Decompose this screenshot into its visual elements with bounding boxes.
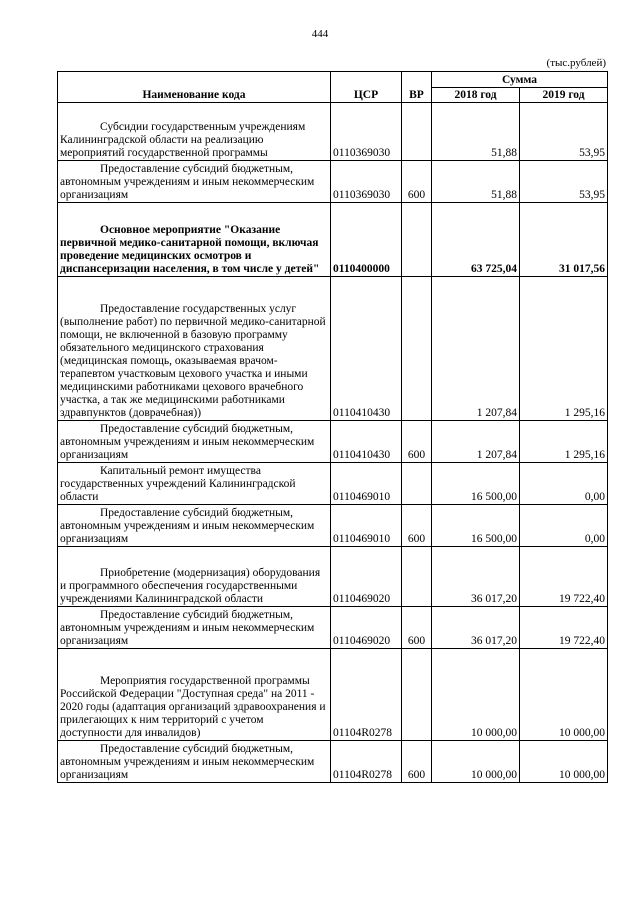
header-year-2018: 2018 год [432,87,520,103]
row-2019: 10 000,00 [520,649,608,741]
table-row [58,161,608,203]
table-row [58,463,608,505]
row-2019: 53,95 [520,161,608,203]
row-2018: 10 000,00 [432,741,520,783]
row-2018: 51,88 [432,103,520,161]
table-row [58,277,608,421]
row-csr: 0110469010 [331,505,402,547]
row-name: Предоставление субсидий бюджетным, автономным учреждениям и иным некоммерческим организациям [58,421,331,463]
table-row [58,547,608,607]
row-vr: 600 [402,741,432,783]
row-2019: 0,00 [520,505,608,547]
units-label: (тыс.рублей) [546,57,606,69]
table-row [58,421,608,463]
row-2019: 0,00 [520,463,608,505]
row-2019: 1 295,16 [520,421,608,463]
row-2019: 31 017,56 [520,203,608,277]
row-2019: 53,95 [520,103,608,161]
row-name: Предоставление субсидий бюджетным, автономным учреждениям и иным некоммерческим организациям [58,607,331,649]
row-csr: 0110410430 [331,277,402,421]
row-csr: 0110400000 [331,203,402,277]
table-row [58,203,608,277]
row-csr: 0110469020 [331,547,402,607]
row-csr: 0110369030 [331,161,402,203]
row-csr: 0110410430 [331,421,402,463]
row-2018: 16 500,00 [432,463,520,505]
row-name: Мероприятия государственной программы Российской Федерации "Доступная среда" на 2011 - 2020 годы (адаптация организаций здравоохранения и прилегающих к ним территорий с учетом доступности для инвалидов) [58,649,331,741]
row-name: Основное мероприятие "Оказание первичной медико-санитарной помощи, включая проведение медицинских осмотров и диспансеризации населения, в том числе у детей" [58,203,331,277]
row-vr [402,547,432,607]
row-name: Субсидии государственным учреждениям Калининградской области на реализацию мероприятий государственной программы [58,103,331,161]
row-csr: 01104R0278 [331,649,402,741]
row-vr: 600 [402,421,432,463]
row-csr: 0110369030 [331,103,402,161]
row-name: Приобретение (модернизация) оборудования и программного обеспечения государственными учреждениями Калининградской области [58,547,331,607]
row-2018: 36 017,20 [432,607,520,649]
row-name: Предоставление государственных услуг (выполнение работ) по первичной медико-санитарной помощи, не включенной в базовую программу обязательного медицинского страхования (медицинская помощь, оказываемая врачом-терапевтом участковым цехового участка и иными медицинскими работниками цехового врачебного участка, а так же медицинскими работниками здравпунктов (доврачебная)) [58,277,331,421]
table-row [58,741,608,783]
row-vr: 600 [402,505,432,547]
row-2018: 1 207,84 [432,277,520,421]
row-csr: 0110469010 [331,463,402,505]
row-vr [402,463,432,505]
row-csr: 0110469020 [331,607,402,649]
row-2018: 1 207,84 [432,421,520,463]
row-vr [402,103,432,161]
row-vr [402,203,432,277]
row-name: Предоставление субсидий бюджетным, автономным учреждениям и иным некоммерческим организациям [58,161,331,203]
row-vr [402,649,432,741]
row-vr [402,277,432,421]
row-2018: 16 500,00 [432,505,520,547]
row-2018: 10 000,00 [432,649,520,741]
header-sum: Сумма [432,72,608,88]
row-vr: 600 [402,607,432,649]
header-year-2019: 2019 год [520,87,608,103]
row-2018: 36 017,20 [432,547,520,607]
page-number: 444 [311,28,329,40]
header-csr: ЦСР [331,72,402,103]
row-2018: 63 725,04 [432,203,520,277]
table-row [58,505,608,547]
row-csr: 01104R0278 [331,741,402,783]
row-2018: 51,88 [432,161,520,203]
row-name: Капитальный ремонт имущества государственных учреждений Калининградской области [58,463,331,505]
row-name: Предоставление субсидий бюджетным, автономным учреждениям и иным некоммерческим организациям [58,505,331,547]
budget-table [57,71,608,783]
header-name: Наименование кода [58,72,331,103]
table-row [58,649,608,741]
row-vr: 600 [402,161,432,203]
table-row [58,103,608,161]
row-name: Предоставление субсидий бюджетным, автономным учреждениям и иным некоммерческим организациям [58,741,331,783]
row-2019: 19 722,40 [520,607,608,649]
table-row [58,607,608,649]
row-2019: 19 722,40 [520,547,608,607]
row-2019: 1 295,16 [520,277,608,421]
row-2019: 10 000,00 [520,741,608,783]
header-vr: ВР [402,72,432,103]
